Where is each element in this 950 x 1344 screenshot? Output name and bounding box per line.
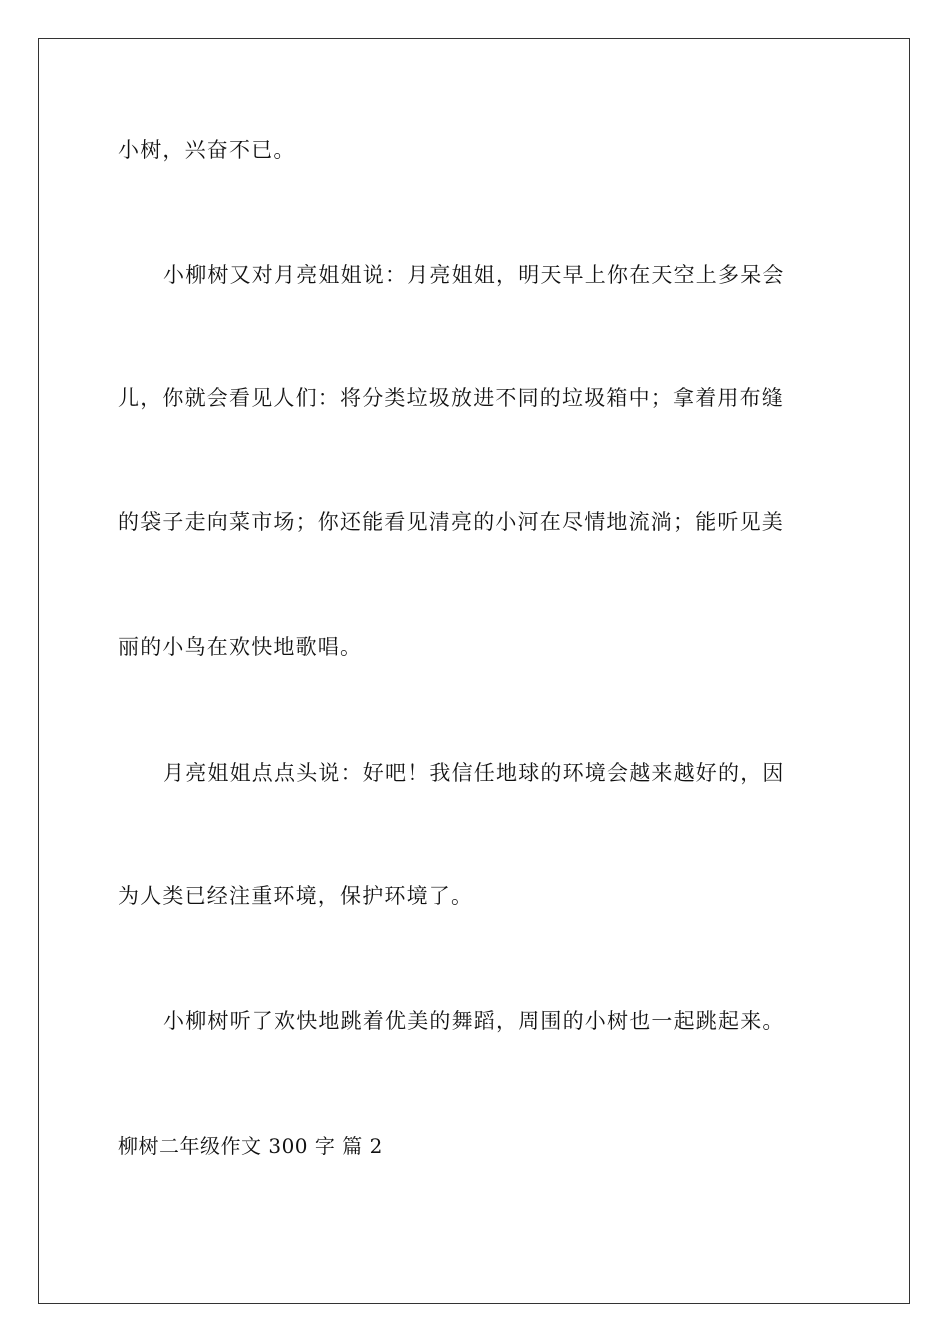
text-line: 的袋子走向菜市场；你还能看见清亮的小河在尽情地流淌；能听见美	[118, 510, 784, 534]
paragraph-start: 小柳树听了欢快地跳着优美的舞蹈，周围的小树也一起跳起来。	[163, 1009, 785, 1033]
section-heading: 柳树二年级作文 300 字 篇 2	[118, 1134, 383, 1158]
text-line: 小树，兴奋不已。	[118, 138, 296, 162]
paragraph-start: 小柳树又对月亮姐姐说：月亮姐姐，明天早上你在天空上多呆会	[163, 263, 785, 287]
paragraph-start: 月亮姐姐点点头说：好吧！我信任地球的环境会越来越好的，因	[163, 761, 785, 785]
page-border	[38, 38, 910, 1304]
text-line: 丽的小鸟在欢快地歌唱。	[118, 635, 363, 659]
text-line: 儿，你就会看见人们：将分类垃圾放进不同的垃圾箱中；拿着用布缝	[118, 386, 784, 410]
text-line: 为人类已经注重环境，保护环境了。	[118, 884, 474, 908]
